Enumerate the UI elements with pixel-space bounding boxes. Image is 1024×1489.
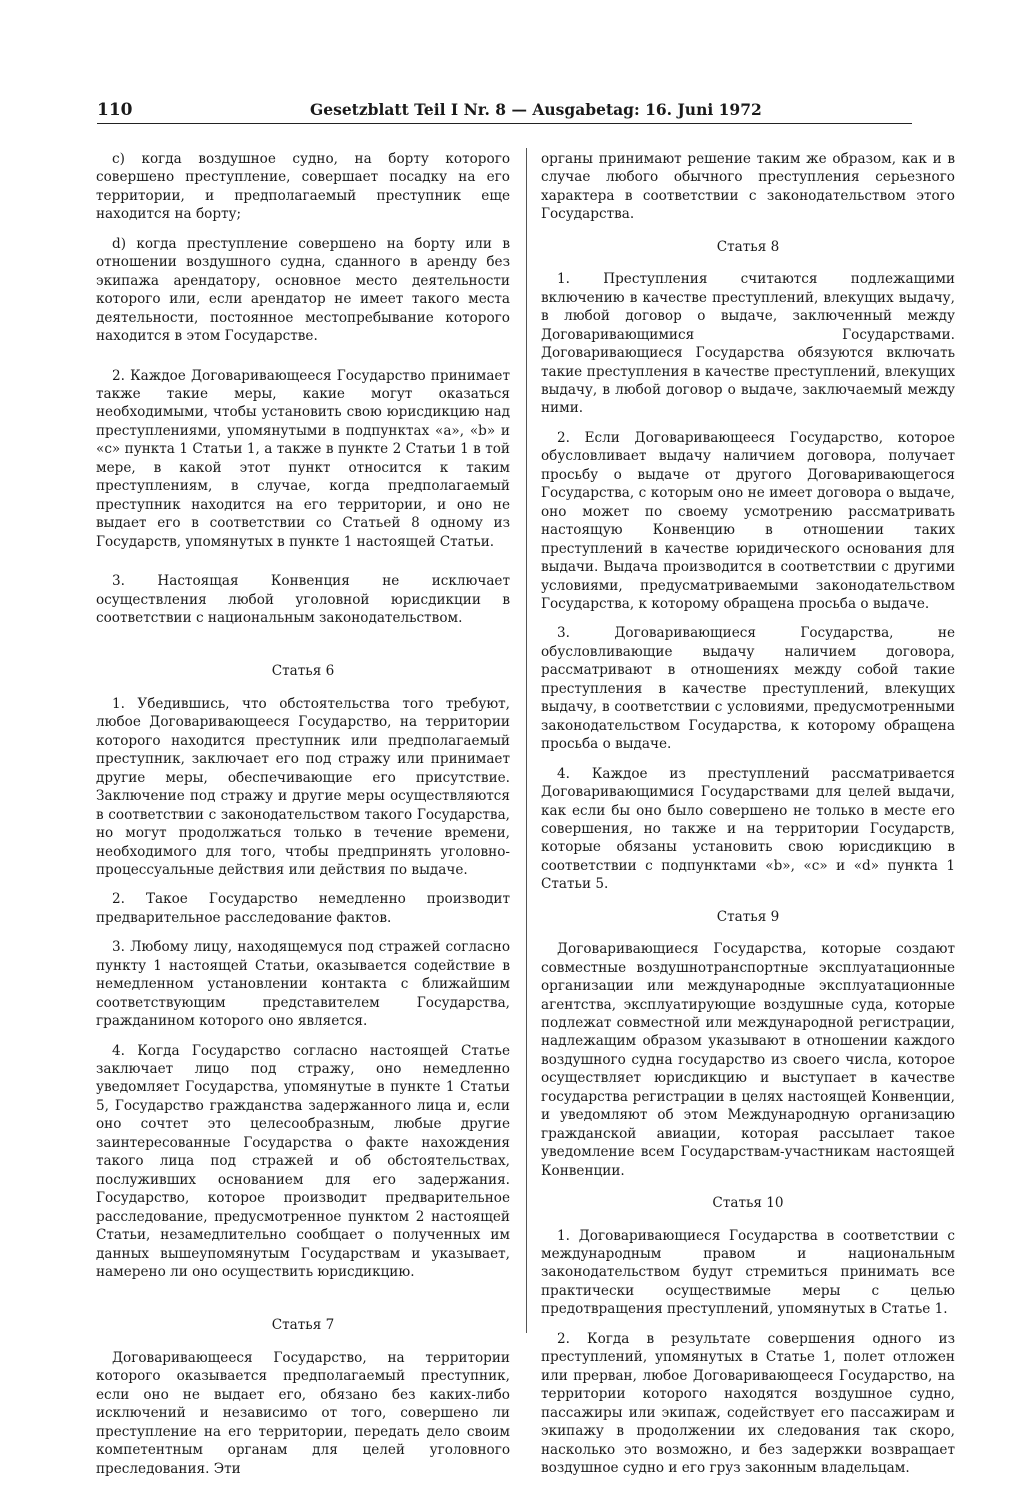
paragraph-art10-1: 1. Договаривающиеся Государства в соответствии с международным правом и национальным законодательством будут стремиться принимать все практически осуществимые меры с целью предотвращения преступлений, упомянутых в Статье 1. xyxy=(541,1227,955,1318)
paragraph-art6-3: 3. Любому лицу, находящемуся под стражей согласно пункту 1 настоящей Статьи, оказывается содействие в немедленном установлении контакта с ближайшим соответствующим представителем Государства, гражданином которого оно является. xyxy=(96,939,510,1030)
spacer xyxy=(96,638,510,648)
column-divider xyxy=(526,148,527,1333)
paragraph-art5-2: 2. Каждое Договаривающееся Государство принимает также такие меры, какие могут оказаться необходимыми, чтобы установить свою юрисдикцию над преступлениями, упомянутыми в подпунктах «a», «b» и «c» пункта 1 Статьи 1, а также в пункте 2 Статьи 1 в той мере, в какой этот пункт относится к таким преступлениям, в случае, когда предполагаемый преступник находится на его территории, и оно не выдает его в соответствии со Статьей 8 одному из Государств, упомянутых в пункте 1 настоящей Статьи. xyxy=(96,367,510,550)
paragraph-art8-4: 4. Каждое из преступлений рассматривается Договаривающимися Государствами для целей выдачи, как если бы оно было совершено не только в месте его совершения, но также и на территории Государств, которые обязаны установить свою юрисдикцию в соответствии с подпунктами «b», «c» и «d» пункта 1 Статьи 5. xyxy=(541,765,955,893)
paragraph-art5-3: 3. Настоящая Конвенция не исключает осуществления любой уголовной юрисдикции в соответствии с национальным законодательством. xyxy=(96,573,510,626)
paragraph-art5-1c: c) когда воздушное судно, на борту которого совершено преступление, совершает посадку на его территории, и предполагаемый преступник еще находится на борту; xyxy=(96,151,510,223)
heading-article-8: Статья 8 xyxy=(716,238,780,255)
spacer xyxy=(96,562,510,572)
header-rule xyxy=(97,123,912,124)
paragraph-art8-3: 3. Договаривающиеся Государства, не обусловливающие выдачу наличием договора, рассматривают в отношениях между собой такие преступления в качестве преступлений, влекущих выдачу, в соответствии с условиями, предусмотренными законодательством Государства, к которому обращена просьба о выдаче. xyxy=(541,625,955,753)
paragraph-art7: Договаривающееся Государство, на территории которого оказывается предполагаемый преступник, если оно не выдает его, обязано без каких-либо исключений и независимо от того, совершено ли преступление на его территории, передать дело своим компетентным органам для целей уголовного преследования. Эти xyxy=(96,1349,510,1477)
heading-article-7: Статья 7 xyxy=(271,1317,335,1334)
paragraph-art6-1: 1. Убедившись, что обстоятельства того требуют, любое Договаривающееся Государство, на территории которого находится преступник или предполагаемый преступник, заключает его под стражу или принимает другие меры, обеспечивающие его присутствие. Заключение под стражу и другие меры осуществляются в соответствии с законодательством такого Государства, но могут продолжаться только в течение времени, необходимого для того, чтобы предпринять уголовно-процессуальные действия или действия по выдаче. xyxy=(96,695,510,878)
paragraph-art5-1d: d) когда преступление совершено на борту или в отношении воздушного судна, сданного в аренду без экипажа арендатору, основное место деятельности которого или, если арендатор не имеет такого места деятельности, постоянное местопребывание которого находится в этом Государстве. xyxy=(96,235,510,345)
paragraph-art9: Договаривающиеся Государства, которые создают совместные воздушнотранспортные эксплуатационные организации или международные эксплуатационные агентства, эксплуатирующие воздушные суда, которые подлежат совместной или международной регистрации, надлежащим образом указывают в отношении каждого воздушного судна государство из своего числа, которое осуществляет юрисдикцию и выступает в качестве государства регистрации в целях настоящей Конвенции, и уведомляют об этом Международную организацию гражданской авиации, которая рассылает такое уведомление всем Государствам-участникам настоящей Конвенции. xyxy=(541,941,955,1179)
spacer xyxy=(96,357,510,367)
spacer xyxy=(96,1292,510,1302)
heading-article-9: Статья 9 xyxy=(716,908,780,925)
paragraph-art10-2: 2. Когда в результате совершения одного из преступлений, упомянутых в Статье 1, полет отложен или прерван, любое Договаривающееся Государство, на территории которого находятся воздушное судно, пассажиры или экипаж, содействует его пассажирам и экипажу в продолжении их следования так скоро, насколько это возможно, и без задержки возвращает воздушное судно и его груз законным владельцам. xyxy=(541,1330,955,1476)
paragraph-art7-continued: органы принимают решение таким же образом, как и в случае любого обычного преступления серьезного характера в соответствии с законодательством этого Государства. xyxy=(541,151,955,223)
paragraph-art8-1: 1. Преступления считаются подлежащими включению в качестве преступлений, влекущих выдачу, в любой договор о выдаче, заключенный между Договаривающимися Государствами. Договаривающиеся Государства обязуются включать такие преступления в качестве преступлений, влекущих выдачу, в любой договор о выдаче, заключаемый между ними. xyxy=(541,271,955,417)
paragraph-art6-4: 4. Когда Государство согласно настоящей Статье заключает лицо под стражу, оно немедленно уведомляет Государства, упомянутые в пункте 1 Статьи 5, Государство гражданства задержанного лица и, если оно сочтет это целесообразным, любые другие заинтересованные Государства о факте нахождения такого лица под стражей и об обстоятельствах, послуживших основанием для его задержания. Государство, которое производит предварительное расследование, предусмотренное пунктом 2 настоящей Статьи, незамедлительно сообщает о полученных им данных вышеупомянутым Государствам и указывает, намерено ли оно осуществить юрисдикцию. xyxy=(96,1042,510,1281)
paragraph-art8-2: 2. Если Договаривающееся Государство, которое обусловливает выдачу наличием договора, получает просьбу о выдаче от другого Договаривающегося Государства, с которым оно не имеет договора о выдаче, оно может по своему усмотрению рассматривать настоящую Конвенцию в отношении таких преступлений в качестве юридического основания для выдачи. Выдача производится в соответствии с другими условиями, предусматриваемыми законодательством Государства, к которому обращена просьба о выдаче. xyxy=(541,429,955,612)
page-number: 110 xyxy=(97,100,133,120)
heading-article-6: Статья 6 xyxy=(271,663,335,680)
heading-article-10: Статья 10 xyxy=(712,1195,784,1212)
right-column xyxy=(541,150,955,1488)
left-column xyxy=(96,150,510,1489)
running-title: Gesetzblatt Teil I Nr. 8 — Ausgabetag: 16. Juni 1972 xyxy=(310,100,762,119)
paragraph-art6-2: 2. Такое Государство немедленно производит предварительное расследование фактов. xyxy=(96,891,510,926)
